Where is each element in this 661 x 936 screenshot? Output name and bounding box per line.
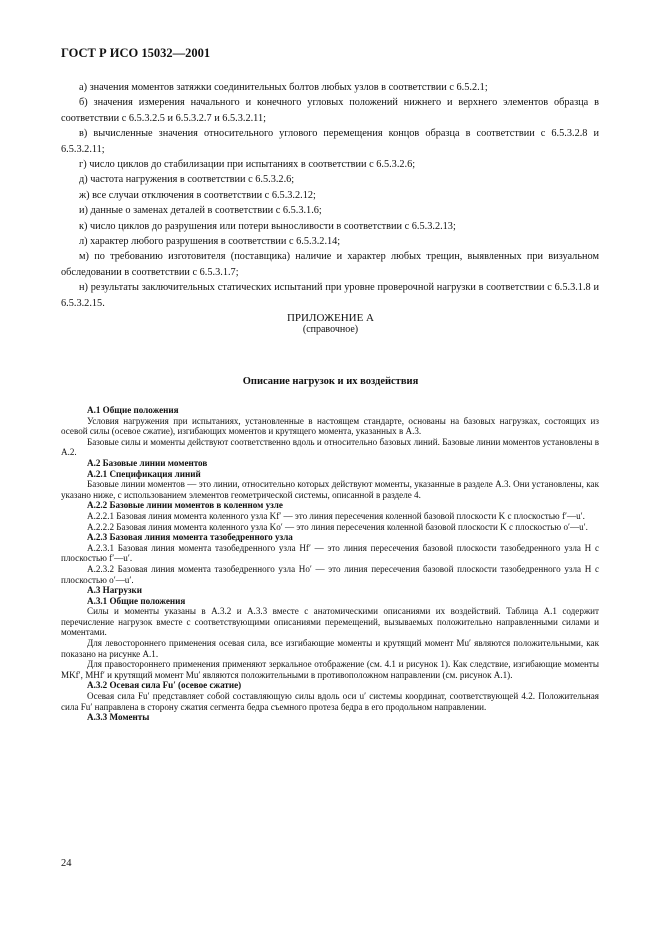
- section-heading: А.2.3 Базовая линия момента тазобедренного узла: [87, 532, 293, 543]
- paragraph: А.2.3.1 Базовая линия момента тазобедренного узла Hf′ — это линия пересечения базовой плоскости тазобедренного узла H с плоскостью f′—u′.: [61, 542, 599, 564]
- section-heading: А.3.2 Осевая сила Fu′ (осевое сжатие): [87, 680, 242, 691]
- list-item: к) число циклов до разрушения или потери выносливости в соответствии с 6.5.3.2.13;: [79, 220, 456, 232]
- paragraph: Базовые силы и моменты действуют соответственно вдоль и относительно базовых линий. Базовые линии моментов установлены в А.2.: [61, 436, 599, 458]
- paragraph: А.2.3.2 Базовая линия момента тазобедренного узла Hо′ — это линия пересечения базовой плоскости тазобедренного узла H с плоскостью о′—u′.: [61, 563, 599, 585]
- section-heading: А.2.1 Спецификация линий: [87, 468, 201, 479]
- list-item: а) значения моментов затяжки соединительных болтов любых узлов в соответствии с 6.5.2.1;: [79, 82, 488, 93]
- annex-subtitle: (справочное): [302, 324, 359, 335]
- document-header: ГОСТ Р ИСО 15032—2001: [61, 46, 211, 60]
- section-title: Описание нагрузок и их воздействия: [242, 376, 419, 387]
- paragraph: Базовые линии моментов — это линии, относительно которых действуют моменты, указанные в разделе А.3. Они установлены, как указано ниже, с использованием элементов геометрической системы, описанной в разделе 4.: [61, 479, 599, 500]
- section-heading: А.3 Нагрузки: [87, 585, 143, 596]
- list-item: д) частота нагружения в соответствии с 6.5.3.2.6;: [79, 174, 295, 186]
- section-heading: А.1 Общие положения: [87, 405, 179, 415]
- section-heading: А.2.2 Базовые линии моментов в коленном узле: [87, 500, 283, 511]
- paragraph: Для правостороннего применения применяют зеркальное отображение (см. 4.1 и рисунок 1). Как следствие, изгибающие моменты MKf′, MHf′ и крутящий момент Mu′ являются положительными в противоположном направлении (см. рисунок А.1).: [61, 659, 599, 680]
- list-item: в) вычисленные значения относительного углового перемещения концов образца в соответствии с 6.5.3.2.8 и 6.5.3.2.11;: [61, 128, 599, 155]
- list-item: м) по требованию изготовителя (поставщика) наличие и характер любых трещин, выявленных при визуальном обследовании в соответствии с 6.5.3.1.7;: [61, 251, 599, 278]
- paragraph: А.2.2.2 Базовая линия момента коленного узла Kо′ — это линия пересечения коленной базовой плоскости K с плоскостью о′—u′.: [87, 521, 588, 532]
- report-items-list: [61, 80, 599, 311]
- annex-body: [61, 405, 599, 723]
- list-item: г) число циклов до стабилизации при испытаниях в соответствии с 6.5.3.2.6;: [79, 159, 416, 171]
- paragraph: Силы и моменты указаны в А.3.2 и А.3.3 вместе с анатомическими описаниями их воздействий. Таблица А.1 содержит перечисление нагрузок вместе с соответствующими описаниями перемещений, вызываемых положительно направленными силами и моментами.: [61, 606, 599, 638]
- annex-title: ПРИЛОЖЕНИЕ А: [286, 312, 374, 324]
- paragraph: Осевая сила Fu′ представляет собой составляющую силы вдоль оси u′ системы координат, соответствующей 4.2. Положительная сила Fu′ направлена в сторону сжатия сегмента бедра съемного протеза бедра в его продольном направлении.: [61, 691, 599, 712]
- section-heading: А.3.1 Общие положения: [87, 595, 186, 606]
- paragraph: А.2.2.1 Базовая линия момента коленного узла Kf′ — это линия пересечения коленной базовой плоскости K с плоскостью f′—u′.: [87, 510, 585, 521]
- list-item: и) данные о заменах деталей в соответствии с 6.5.3.1.6;: [79, 205, 322, 217]
- list-item: л) характер любого разрушения в соответствии с 6.5.3.2.14;: [79, 236, 341, 248]
- paragraph: Для левостороннего применения осевая сила, все изгибающие моменты и крутящий момент Mu′ являются положительными, как показано на рисунке А.1.: [61, 638, 599, 659]
- page-number: 24: [61, 858, 72, 869]
- section-heading: А.3.3 Моменты: [87, 712, 150, 723]
- list-item: н) результаты заключительных статических испытаний при уровне проверочной нагрузки в соответствии с 6.5.3.1.8 и 6.5.3.2.15.: [61, 282, 599, 309]
- paragraph: Условия нагружения при испытаниях, установленные в настоящем стандарте, основаны на базовых нагрузках, состоящих из осевой силы (осевое сжатие), изгибающих моментов и крутящего момента, указанных в А.3.: [61, 415, 599, 437]
- list-item: б) значения измерения начального и конечного угловых положений нижнего и верхнего элементов образца в соответствии с 6.5.3.2.5 и 6.5.3.2.7 и 6.5.3.2.11;: [61, 97, 599, 124]
- section-heading: А.2 Базовые линии моментов: [87, 457, 208, 468]
- list-item: ж) все случаи отключения в соответствии с 6.5.3.2.12;: [79, 189, 316, 201]
